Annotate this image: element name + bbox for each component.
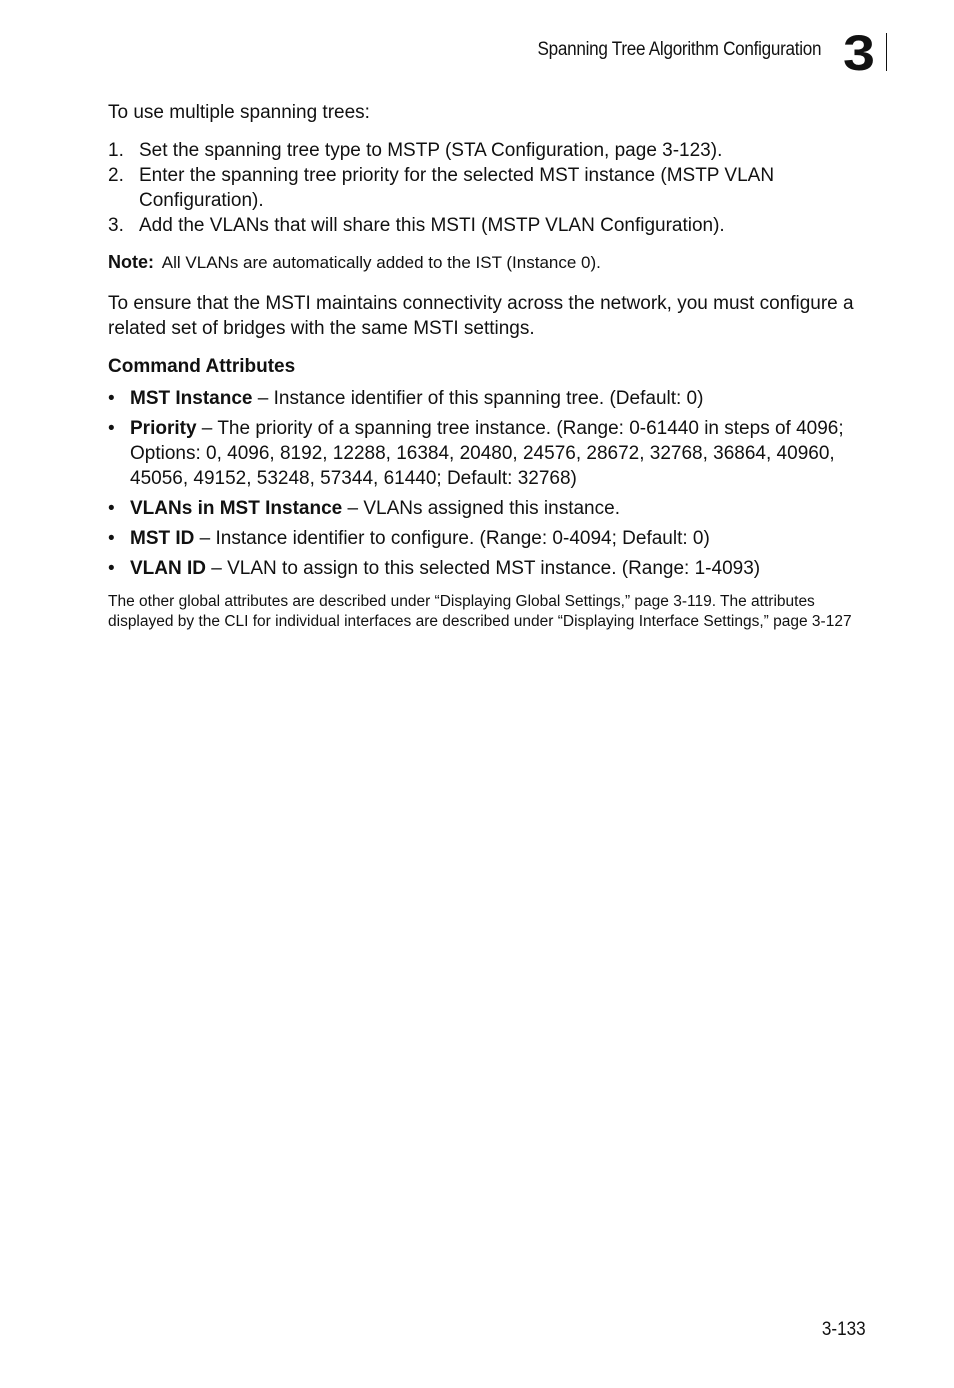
attribute-item — [108, 416, 868, 491]
section-heading: Command Attributes — [108, 356, 296, 377]
bullet: • — [108, 558, 115, 579]
bullet: • — [108, 388, 115, 409]
attribute-desc: – VLANs assigned this instance. — [342, 498, 620, 519]
attribute-desc: – The priority of a spanning tree instance. (Range: 0-61440 in steps of 4096; Options: 0, 4096, 8192, 12288, 16384, 20480, 24576, 28672, 32768, 36864, 40960, 45056, 49152, 53248, 57344, 61440; Default: 32768) — [130, 418, 844, 489]
step-number: 2. — [108, 165, 124, 186]
note-label: Note: — [108, 252, 154, 272]
attribute-desc: – Instance identifier to configure. (Range: 0-4094; Default: 0) — [194, 528, 710, 549]
attribute-item — [108, 526, 868, 551]
step-item — [108, 163, 868, 213]
bullet: • — [108, 498, 115, 519]
step-text: Enter the spanning tree priority for the selected MST instance (MSTP VLAN Configuration). — [139, 165, 775, 211]
step-item — [108, 138, 868, 163]
step-item — [108, 213, 868, 238]
running-title: Spanning Tree Algorithm Configuration — [537, 39, 821, 60]
attribute-term: VLAN ID — [130, 558, 206, 579]
attribute-item — [108, 386, 868, 411]
footer-note: The other global attributes are described under “Displaying Global Settings,” page 3-119. The attributes displayed by the CLI for individual interfaces are described under “Displaying Interface Settings,” page 3-127 — [108, 593, 852, 630]
intro-text: To use multiple spanning trees: — [108, 102, 370, 123]
bullet: • — [108, 418, 115, 439]
step-number: 3. — [108, 215, 124, 236]
attribute-term: VLANs in MST Instance — [130, 498, 343, 519]
attribute-term: Priority — [130, 418, 197, 439]
chapter-number: 3 — [843, 25, 875, 81]
note-text: All VLANs are automatically added to the IST (Instance 0). — [161, 253, 601, 272]
bullet: • — [108, 528, 115, 549]
attribute-item — [108, 556, 868, 581]
connectivity-paragraph: To ensure that the MSTI maintains connectivity across the network, you must configure a related set of bridges with the same MSTI settings. — [108, 293, 854, 339]
attribute-desc: – VLAN to assign to this selected MST instance. (Range: 1-4093) — [206, 558, 761, 579]
attribute-item — [108, 496, 868, 521]
step-text: Add the VLANs that will share this MSTI (MSTP VLAN Configuration). — [139, 215, 725, 236]
page-content — [108, 100, 868, 631]
attributes-list — [108, 386, 868, 581]
step-number: 1. — [108, 140, 124, 161]
attribute-term: MST Instance — [130, 388, 253, 409]
attribute-desc: – Instance identifier of this spanning tree. (Default: 0) — [252, 388, 704, 409]
chapter-rule — [886, 33, 887, 71]
note — [108, 250, 868, 275]
steps-list — [108, 138, 868, 238]
page-number: 3-133 — [822, 1319, 866, 1340]
page-header — [0, 25, 954, 81]
attribute-term: MST ID — [130, 528, 195, 549]
step-text: Set the spanning tree type to MSTP (STA Configuration, page 3-123). — [139, 140, 723, 161]
